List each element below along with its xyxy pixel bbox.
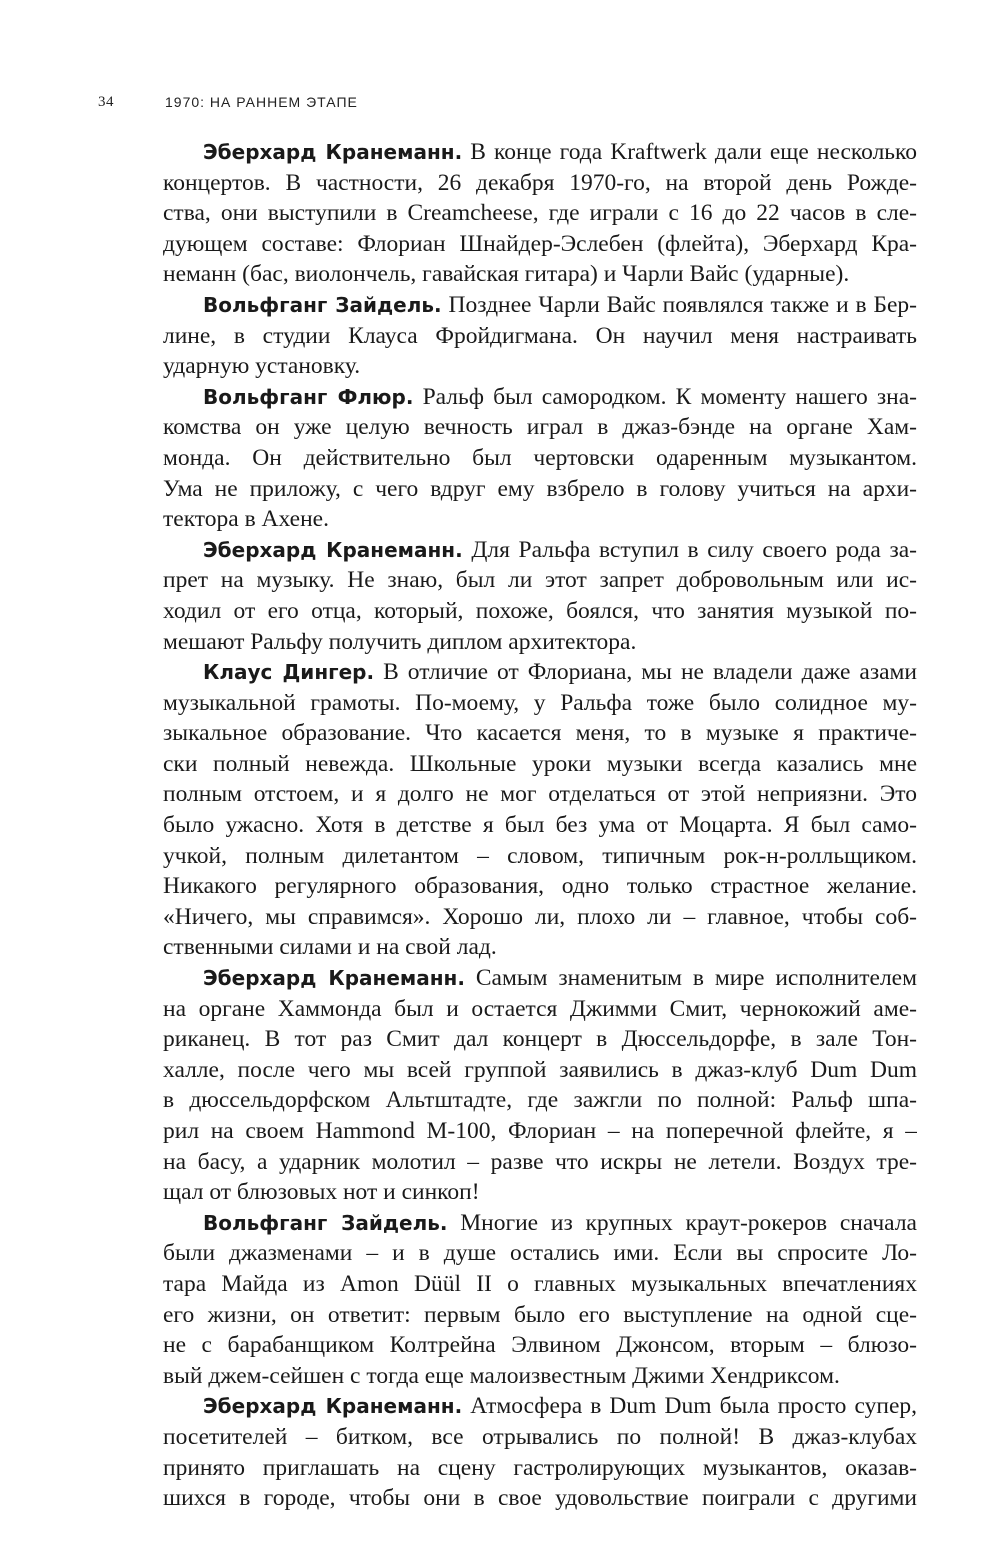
text-line: [163, 1085, 917, 1116]
speaker-name: Клаус Дингер.: [203, 660, 375, 685]
line-text: на басу, а ударник молотил – разве что искры не летели. Воздух тре-: [163, 1148, 917, 1175]
text-line: [163, 1208, 917, 1239]
text-line: [163, 443, 917, 474]
line-text: Ральф был самородком. К моменту нашего зна-: [413, 383, 917, 410]
text-line: [163, 596, 917, 627]
line-text: не с барабанщиком Колтрейна Элвином Джонсом, вторым – блюзо-: [163, 1332, 917, 1359]
line-text: монда. Он действительно был чертовски одаренным музыкантом.: [163, 444, 917, 471]
text-line: [163, 198, 917, 229]
text-line: [163, 1483, 917, 1514]
line-text: неманн (бас, виолончель, гавайская гитара) и Чарли Вайс (ударные).: [163, 261, 850, 288]
line-text: халле, после чего мы всей группой заявились в джаз-клуб Dum Dum: [163, 1056, 917, 1083]
line-text: полным отстоем, и я долго не мог отделаться от этой неприязни. Это: [163, 781, 917, 808]
line-text: «Ничего, мы справимся». Хорошо ли, плохо ли – главное, чтобы соб-: [163, 903, 917, 930]
text-line: [163, 565, 917, 596]
text-line: [163, 963, 917, 994]
text-line: [163, 932, 917, 963]
line-text: вый джем-сейшен с тогда еще малоизвестным Джими Хендриксом.: [163, 1362, 840, 1389]
text-line: [163, 871, 917, 902]
page-number: 34: [98, 94, 114, 110]
line-text: посетителей – битком, все отрывались по полной! В джаз-клубах: [163, 1423, 917, 1450]
text-line: [163, 137, 917, 168]
line-text: дующем составе: Флориан Шнайдер-Эслебен (флейта), Эберхард Кра-: [163, 230, 917, 257]
text-line: [163, 1391, 917, 1422]
running-title: 1970: НА РАННЕМ ЭТАПЕ: [165, 94, 358, 110]
text-line: [163, 902, 917, 933]
line-text: учкой, полным дилетантом – словом, типичным рок-н-ролльщиком.: [163, 842, 917, 869]
line-text: шихся в городе, чтобы они в свое удовольствие поиграли с другими: [163, 1485, 917, 1512]
line-text: Ума не приложу, с чего вдруг ему взбрело в голову учиться на архи-: [163, 475, 917, 502]
text-line: [163, 749, 917, 780]
line-text: ски полный невежда. Школьные уроки музыки всегда казались мне: [163, 750, 917, 777]
text-line: [163, 1453, 917, 1484]
text-line: [163, 474, 917, 505]
text-line: [163, 1422, 917, 1453]
paragraph: [163, 657, 917, 963]
line-text: комства он уже целую вечность играл в джаз-бэнде на органе Хам-: [163, 414, 917, 441]
line-text: щал от блюзовых нот и синкоп!: [163, 1179, 480, 1206]
paragraph: [163, 963, 917, 1208]
text-line: [163, 1269, 917, 1300]
line-text: В конце года Kraftwerk дали еще несколько: [462, 139, 917, 165]
line-text: Позднее Чарли Вайс появлялся также и в Бер-: [441, 291, 917, 318]
line-text: тара Майда из Amon Düül II о главных музыкальных впечатлениях: [163, 1270, 917, 1297]
line-text: Для Ральфа вступил в силу своего рода за-: [462, 536, 917, 563]
line-text: Многие из крупных краут-рокеров сначала: [447, 1209, 917, 1236]
line-text: были джазменами – и в душе остались ими. Если вы спросите Ло-: [163, 1240, 917, 1267]
text-line: [163, 810, 917, 841]
text-line: [163, 1055, 917, 1086]
speaker-name: Эберхард Кранеманн.: [203, 1394, 463, 1419]
text-line: [163, 1300, 917, 1331]
text-line: [163, 412, 917, 443]
line-text: музыкальной грамоты. По-моему, у Ральфа тоже было солидное му-: [163, 689, 917, 716]
text-line: [163, 259, 917, 290]
line-text: принято приглашать на сцену гастролирующих музыкантов, оказав-: [163, 1454, 917, 1481]
text-line: [163, 535, 917, 566]
text-line: [163, 229, 917, 260]
paragraph: [163, 290, 917, 382]
text-line: [163, 627, 917, 658]
speaker-name: Эберхард Кранеманн.: [203, 966, 465, 991]
line-text: его жизни, он ответит: первым было его выступление на одной сце-: [163, 1301, 917, 1328]
text-line: [163, 1361, 917, 1392]
text-line: [163, 382, 917, 413]
text-line: [163, 1147, 917, 1178]
line-text: было ужасно. Хотя в детстве я был без ума от Моцарта. Я был само-: [163, 812, 917, 839]
body-text: [163, 137, 917, 1514]
text-line: [163, 1330, 917, 1361]
line-text: лине, в студии Клауса Фройдигмана. Он научил меня настраивать: [163, 322, 917, 349]
text-line: [163, 688, 917, 719]
line-text: Никакого регулярного образования, одно только страстное желание.: [163, 873, 917, 900]
text-line: [163, 504, 917, 535]
line-text: в дюссельдорфском Альтштадте, где зажгли по полной: Ральф шпа-: [163, 1087, 917, 1114]
text-line: [163, 718, 917, 749]
line-text: ходил от его отца, который, похоже, боялся, что занятия музыкой по-: [163, 597, 917, 624]
paragraph: [163, 382, 917, 535]
text-line: [163, 779, 917, 810]
text-line: [163, 1116, 917, 1147]
line-text: зыкальное образование. Что касается меня, то в музыке я практиче-: [163, 720, 917, 747]
line-text: риканец. В тот раз Смит дал концерт в Дюссельдорфе, в зале Тон-: [163, 1026, 917, 1053]
speaker-name: Вольфганг Флюр.: [203, 384, 414, 409]
speaker-name: Эберхард Кранеманн.: [203, 537, 463, 562]
line-text: Самым знаменитым в мире исполнителем: [464, 965, 917, 992]
text-line: [163, 321, 917, 352]
paragraph: [163, 1208, 917, 1392]
line-text: тектора в Ахене.: [163, 506, 329, 533]
line-text: мешают Ральфу получить диплом архитектора.: [163, 628, 637, 655]
speaker-name: Вольфганг Зайдель.: [203, 292, 442, 317]
speaker-name: Вольфганг Зайдель.: [203, 1210, 448, 1235]
line-text: на органе Хаммонда был и остается Джимми Смит, чернокожий аме-: [163, 995, 917, 1022]
line-text: ства, они выступили в Creamcheese, где играли с 16 до 22 часов в сле-: [163, 200, 917, 227]
text-line: [163, 994, 917, 1025]
line-text: прет на музыку. Не знаю, был ли этот запрет добровольным или ис-: [163, 567, 917, 594]
line-text: Атмосфера в Dum Dum была просто супер,: [462, 1393, 917, 1420]
text-line: [163, 1024, 917, 1055]
text-line: [163, 290, 917, 321]
text-line: [163, 168, 917, 199]
text-line: [163, 351, 917, 382]
line-text: В отличие от Флориана, мы не владели даже азами: [374, 659, 917, 686]
paragraph: [163, 535, 917, 657]
text-line: [163, 1177, 917, 1208]
speaker-name: Эберхард Кранеманн.: [203, 140, 463, 164]
line-text: концертов. В частности, 26 декабря 1970-го, на второй день Рожде-: [163, 169, 917, 196]
line-text: ударную установку.: [163, 353, 361, 380]
line-text: ственными силами и на свой лад.: [163, 934, 497, 961]
text-line: [163, 657, 917, 688]
paragraph: [163, 1391, 917, 1513]
paragraph: [163, 137, 917, 290]
line-text: рил на своем Hammond M-100, Флориан – на поперечной флейте, я –: [163, 1118, 917, 1144]
text-line: [163, 1238, 917, 1269]
text-line: [163, 841, 917, 872]
